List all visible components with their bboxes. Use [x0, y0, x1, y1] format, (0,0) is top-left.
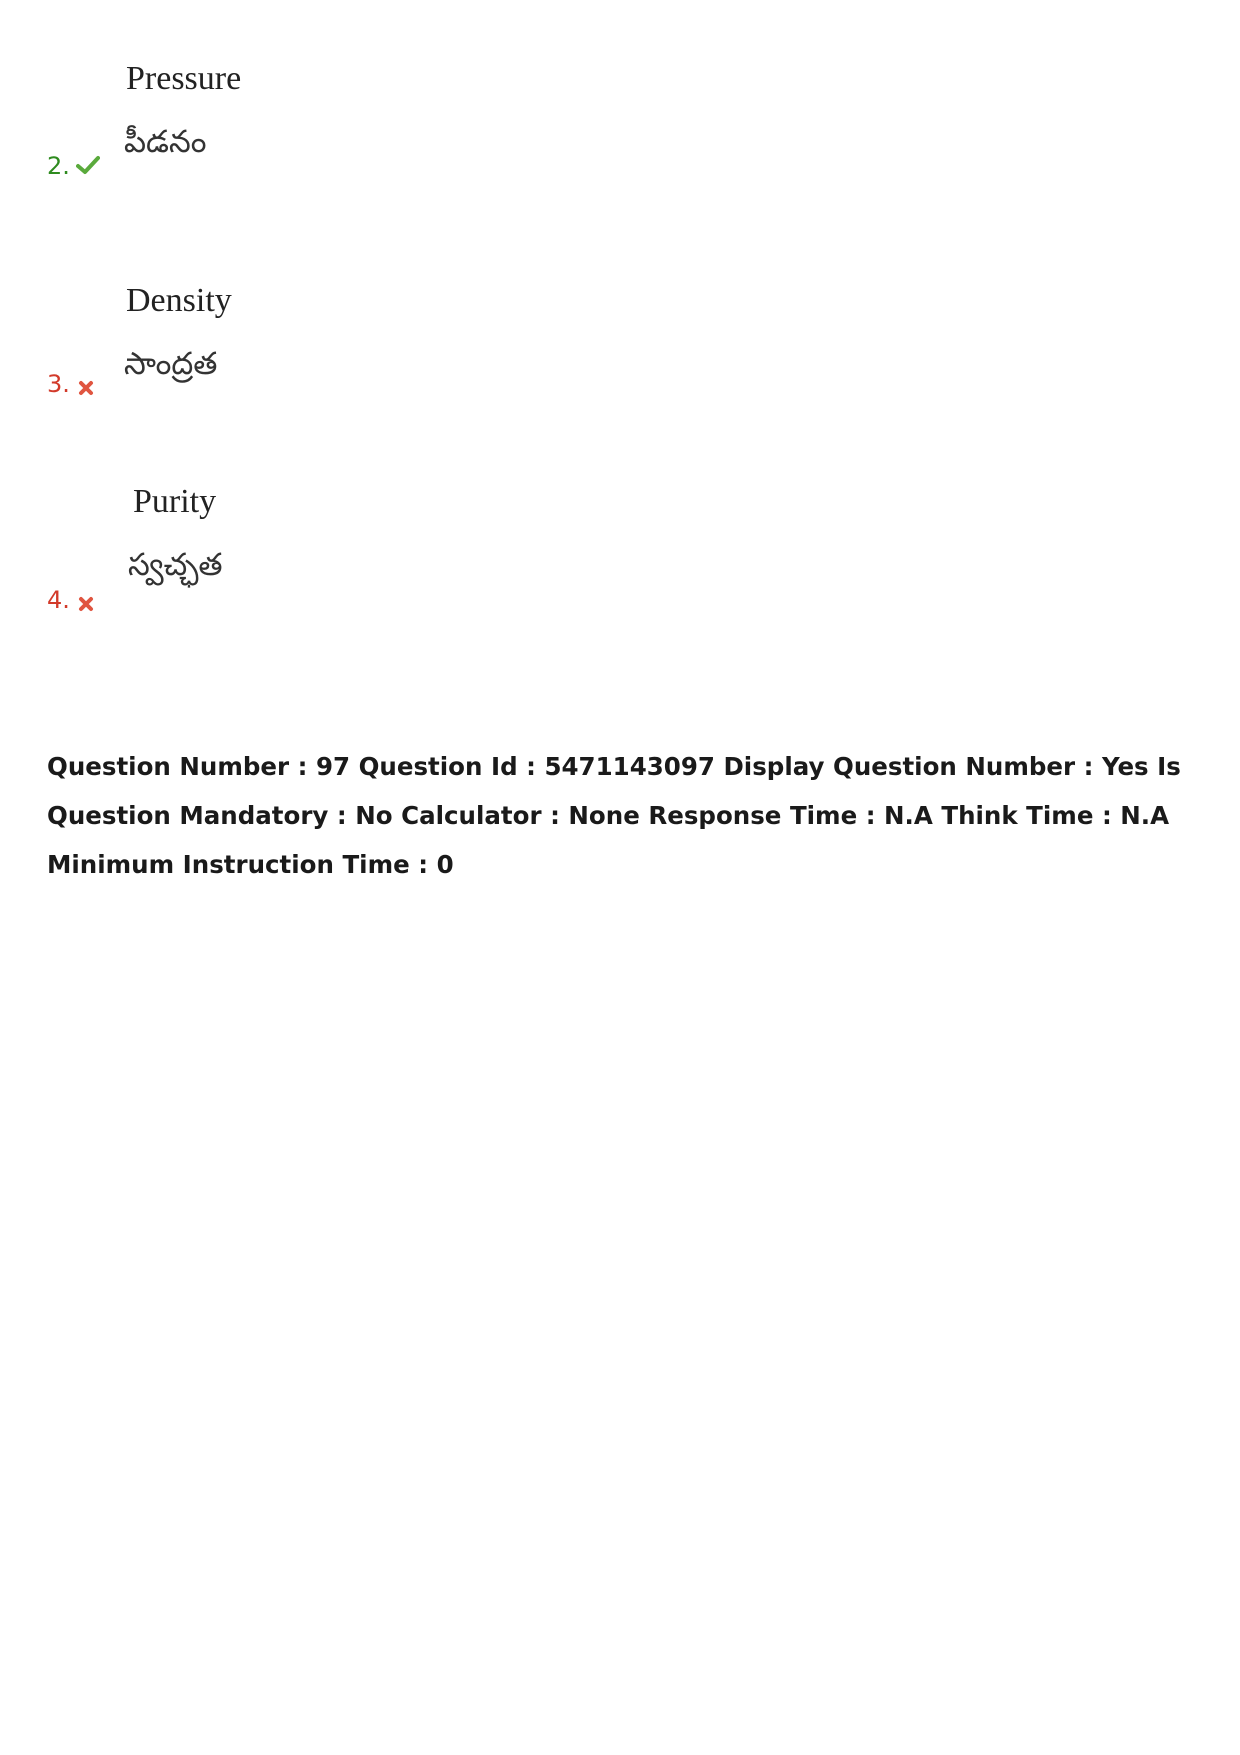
option-2-telugu: పీడనం	[124, 124, 207, 160]
cross-icon	[78, 380, 94, 396]
question-metadata: Question Number : 97 Question Id : 5471143097 Display Question Number : Yes Is Question Mandatory : No Calculator : None Response Time : N.A Think Time : N.A Minimum Instruction Time : 0	[47, 752, 1181, 879]
option-2-number: 2.	[47, 152, 70, 180]
option-3-number: 3.	[47, 370, 70, 398]
cross-icon	[78, 596, 94, 612]
option-2-english: Pressure	[126, 60, 242, 97]
option-4-english: Purity	[133, 483, 217, 520]
check-icon	[76, 155, 100, 175]
option-4-telugu: స్వచ్ఛత	[128, 547, 223, 583]
option-3-telugu: సాంద్రత	[124, 346, 218, 382]
option-3-english: Density	[126, 282, 232, 319]
option-4-number: 4.	[47, 586, 70, 614]
